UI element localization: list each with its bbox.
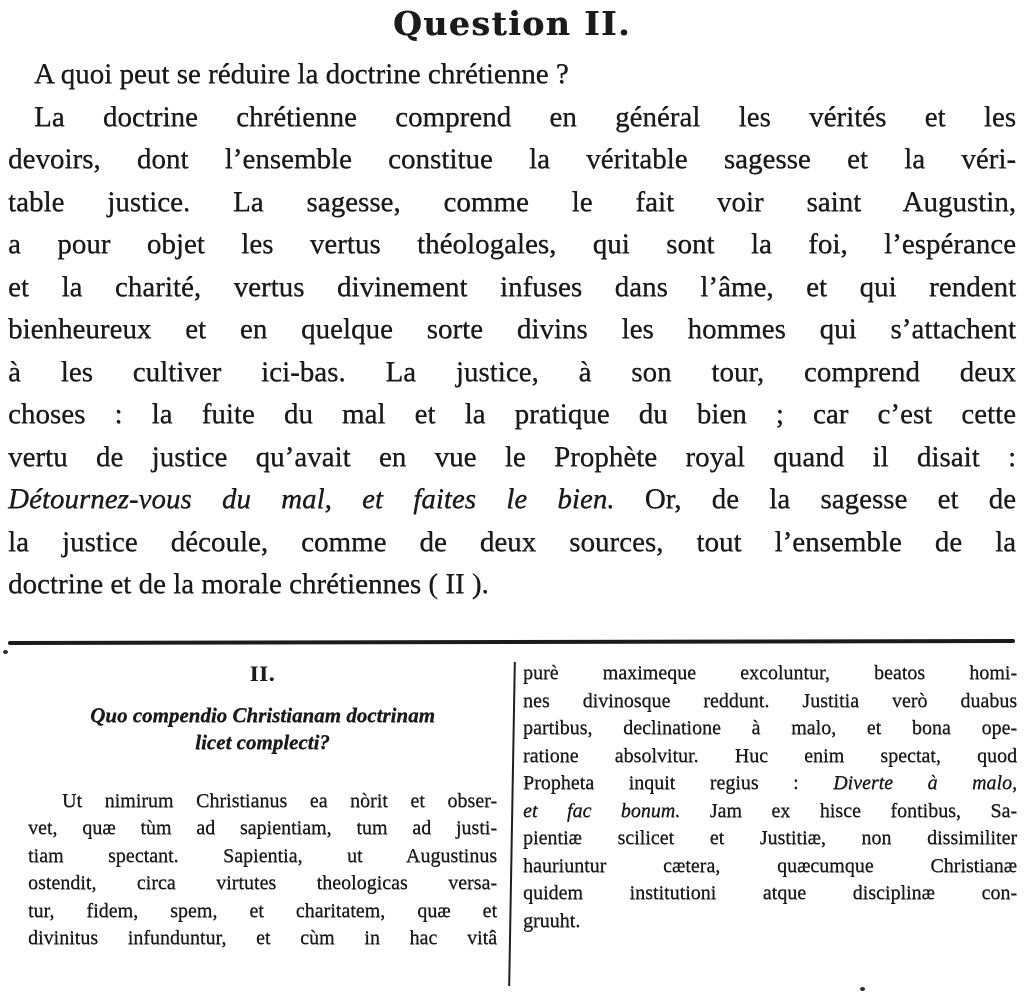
page-title: Question II. <box>393 4 631 43</box>
text-line <box>28 729 497 757</box>
french-section <box>8 53 1016 606</box>
text-segment: Ut nimirum Christianus ea nòrit et obser- <box>62 789 497 812</box>
scan-speck <box>860 987 865 991</box>
text-line <box>28 815 497 843</box>
latin-left-paragraph <box>28 788 497 953</box>
text-line <box>523 688 1017 716</box>
scan-speck <box>3 650 8 654</box>
text-segment: bienheureux et en quelque sorte divins les hommes qui s’attachent <box>8 313 1016 345</box>
text-line <box>523 825 1017 853</box>
text-line <box>8 436 1016 479</box>
text-segment: doctrine et de la morale chrétiennes ( II ). <box>8 568 489 600</box>
text-line <box>523 880 1017 908</box>
text-segment: à les cultiver ici-bas. La justice, à son tour, comprend deux <box>8 355 1016 388</box>
text-segment: la justice découle, comme de deux sources, tout l’ensemble de la <box>8 525 1016 558</box>
text-segment: tiam spectant. Sapientia, ut Augustinus <box>28 844 497 867</box>
text-line <box>8 266 1016 309</box>
text-line <box>523 908 1017 936</box>
text-segment: Quo compendio Christianam doctrinam <box>90 702 435 727</box>
text-segment: et la charité, vertus divinement infuses dans l’âme, et qui rendent <box>8 270 1016 303</box>
text-line <box>8 223 1016 266</box>
text-segment: purè maximeque excoluntur, beatos homi- <box>523 662 1017 684</box>
text-line <box>523 853 1017 881</box>
text-line <box>523 743 1017 771</box>
text-segment: gruuht. <box>523 909 581 932</box>
text-segment: vertu de justice qu’avait en vue le Prophète royal quand il disait : <box>8 440 1016 473</box>
text-line <box>8 478 1016 521</box>
text-segment: hauriuntur cætera, quæcumque Christianæ <box>523 854 1017 877</box>
text-line <box>8 138 1016 181</box>
text-line <box>8 53 1016 96</box>
text-segment: Jam ex hisce fontibus, Sa- <box>680 799 1017 822</box>
latin-section-number: II. <box>249 661 276 686</box>
text-line <box>8 351 1016 394</box>
text-line <box>523 770 1017 798</box>
text-segment: choses : la fuite du mal et la pratique du bien ; car c’est cette <box>8 398 1016 430</box>
answer-paragraph <box>8 96 1016 606</box>
question-paragraph <box>8 53 1016 96</box>
text-line <box>28 843 497 871</box>
text-segment: pientiæ scilicet et Justitiæ, non dissimiliter <box>523 827 1017 849</box>
text-line <box>8 393 1016 436</box>
text-segment: tur, fidem, spem, et charitatem, quæ et <box>28 899 497 922</box>
italic-quote: et fac bonum. <box>523 799 681 822</box>
text-segment: ratione absolvitur. Huc enim spectat, quod <box>523 744 1017 767</box>
text-segment: devoirs, dont l’ensemble constitue la véritable sagesse et la véri- <box>8 143 1016 175</box>
text-segment: A quoi peut se réduire la doctrine chrétienne ? <box>34 58 569 90</box>
text-segment: a pour objet les vertus théologales, qui sont la foi, l’espérance <box>8 228 1016 260</box>
latin-left-column <box>28 660 497 953</box>
text-line <box>28 925 497 953</box>
italic-quote: Détournez-vous du mal, et faites le bien. <box>8 483 615 515</box>
text-line <box>523 715 1017 743</box>
text-segment: Propheta inquit regius : <box>523 772 834 794</box>
text-segment: table justice. La sagesse, comme le fait voir saint Augustin, <box>8 185 1016 218</box>
text-segment: partibus, declinatione à malo, et bona ope- <box>523 717 1017 739</box>
text-segment: nes divinosque reddunt. Justitia verò duabus <box>523 689 1017 712</box>
section-divider-rule <box>8 639 1015 645</box>
text-line <box>8 521 1016 564</box>
latin-right-column <box>523 660 1017 935</box>
text-line <box>8 563 1016 606</box>
text-segment: ostendit, circa virtutes theologicas versa- <box>28 872 497 894</box>
italic-quote: Diverte à malo, <box>833 772 1017 794</box>
text-line <box>523 660 1017 688</box>
text-segment: La doctrine chrétienne comprend en général les vérités et les <box>34 100 1016 133</box>
text-segment: vet, quæ tùm ad sapientiam, tum ad justi- <box>28 817 497 839</box>
column-divider-rule <box>508 662 516 986</box>
text-line <box>8 308 1016 351</box>
text-line <box>28 788 497 816</box>
text-line <box>523 798 1017 826</box>
text-line <box>28 898 497 926</box>
latin-subtitle <box>28 702 497 757</box>
text-line <box>28 870 497 898</box>
text-segment: divinitus infunduntur, et cùm in hac vitâ <box>28 927 497 949</box>
text-segment: quidem institutioni atque disciplinæ con- <box>523 882 1017 904</box>
text-line <box>8 96 1016 139</box>
text-line <box>28 702 497 730</box>
text-line <box>8 181 1016 224</box>
text-segment: licet complecti? <box>195 730 330 754</box>
text-segment: Or, de la sagesse et de <box>614 483 1017 515</box>
